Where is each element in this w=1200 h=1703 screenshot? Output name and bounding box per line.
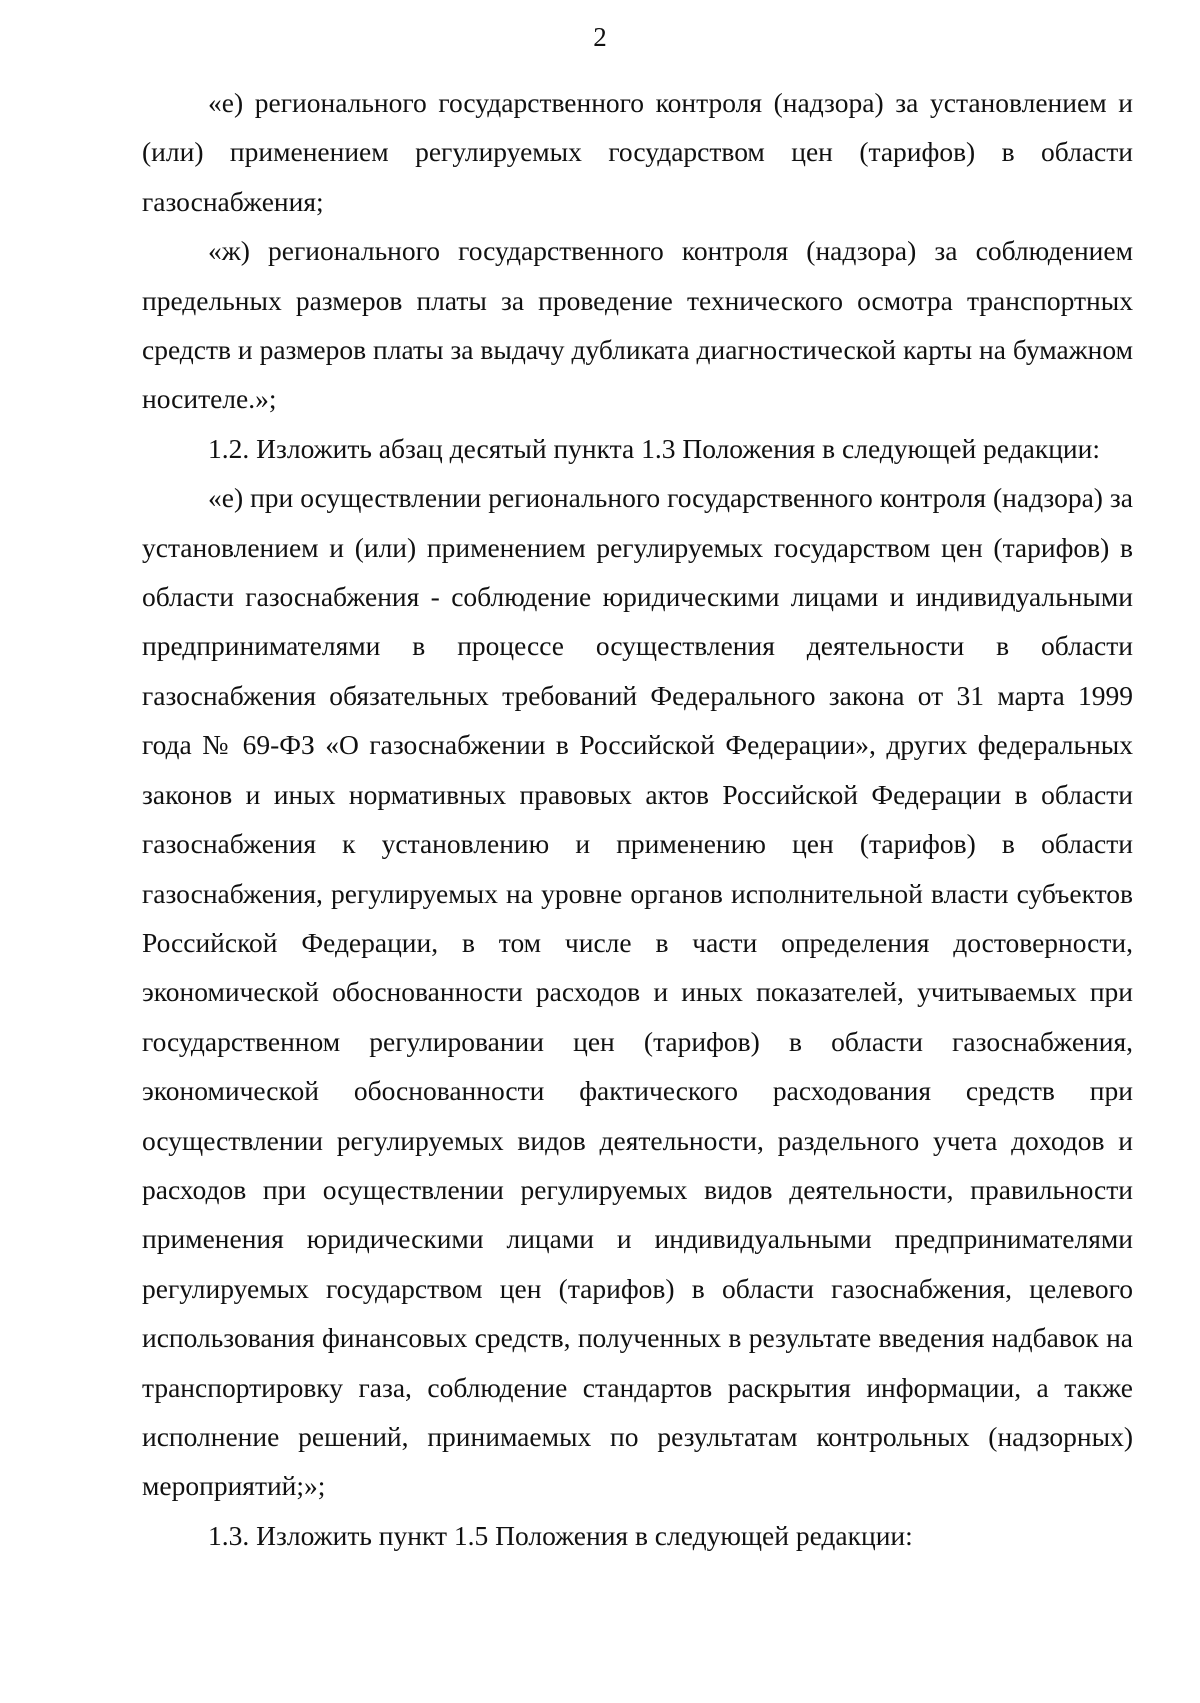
document-body: [142, 78, 1133, 1560]
paragraph-amendment-1-2: 1.2. Изложить абзац десятый пункта 1.3 Положения в следующей редакции:: [208, 432, 1101, 464]
paragraph-item-zh-vehicle-inspection-fees: «ж) регионального государственного контроля (надзора) за соблюдением предельных размеров платы за проведение технического осмотра транспортных средств и размеров платы за выдачу дубликата диагностической карты на бумажном носителе.»;: [142, 235, 1133, 415]
paragraph-new-wording-item-e: «е) при осуществлении регионального государственного контроля (надзора) за установлением и (или) применением регулируемых государством цен (тарифов) в области газоснабжения - соблюдение юридическими лицами и индивидуальными предпринимателями в процессе осуществления деятельности в области газоснабжения обязательных требований Федерального закона от 31 марта 1999 года № 69-ФЗ «О газоснабжении в Российской Федерации», других федеральных законов и иных нормативных правовых актов Российской Федерации в области газоснабжения к установлению и применению цен (тарифов) в области газоснабжения, регулируемых на уровне органов исполнительной власти субъектов Российской Федерации, в том числе в части определения достоверности, экономической обоснованности расходов и иных показателей, учитываемых при государственном регулировании цен (тарифов) в области газоснабжения, экономической обоснованности фактического расходования средств при осуществлении регулируемых видов деятельности, раздельного учета доходов и расходов при осуществлении регулируемых видов деятельности, правильности применения юридическими лицами и индивидуальными предпринимателями регулируемых государством цен (тарифов) в области газоснабжения, целевого использования финансовых средств, полученных в результате введения надбавок на транспортировку газа, соблюдение стандартов раскрытия информации, а также исполнение решений, принимаемых по результатам контрольных (надзорных) мероприятий;»;: [142, 482, 1133, 1502]
paragraph-item-e-control-gas-tariffs: «е) регионального государственного контроля (надзора) за установлением и (или) применением регулируемых государством цен (тарифов) в области газоснабжения;: [142, 87, 1133, 217]
paragraph-amendment-1-3: 1.3. Изложить пункт 1.5 Положения в следующей редакции:: [208, 1519, 913, 1551]
page-number: 2: [593, 22, 607, 52]
